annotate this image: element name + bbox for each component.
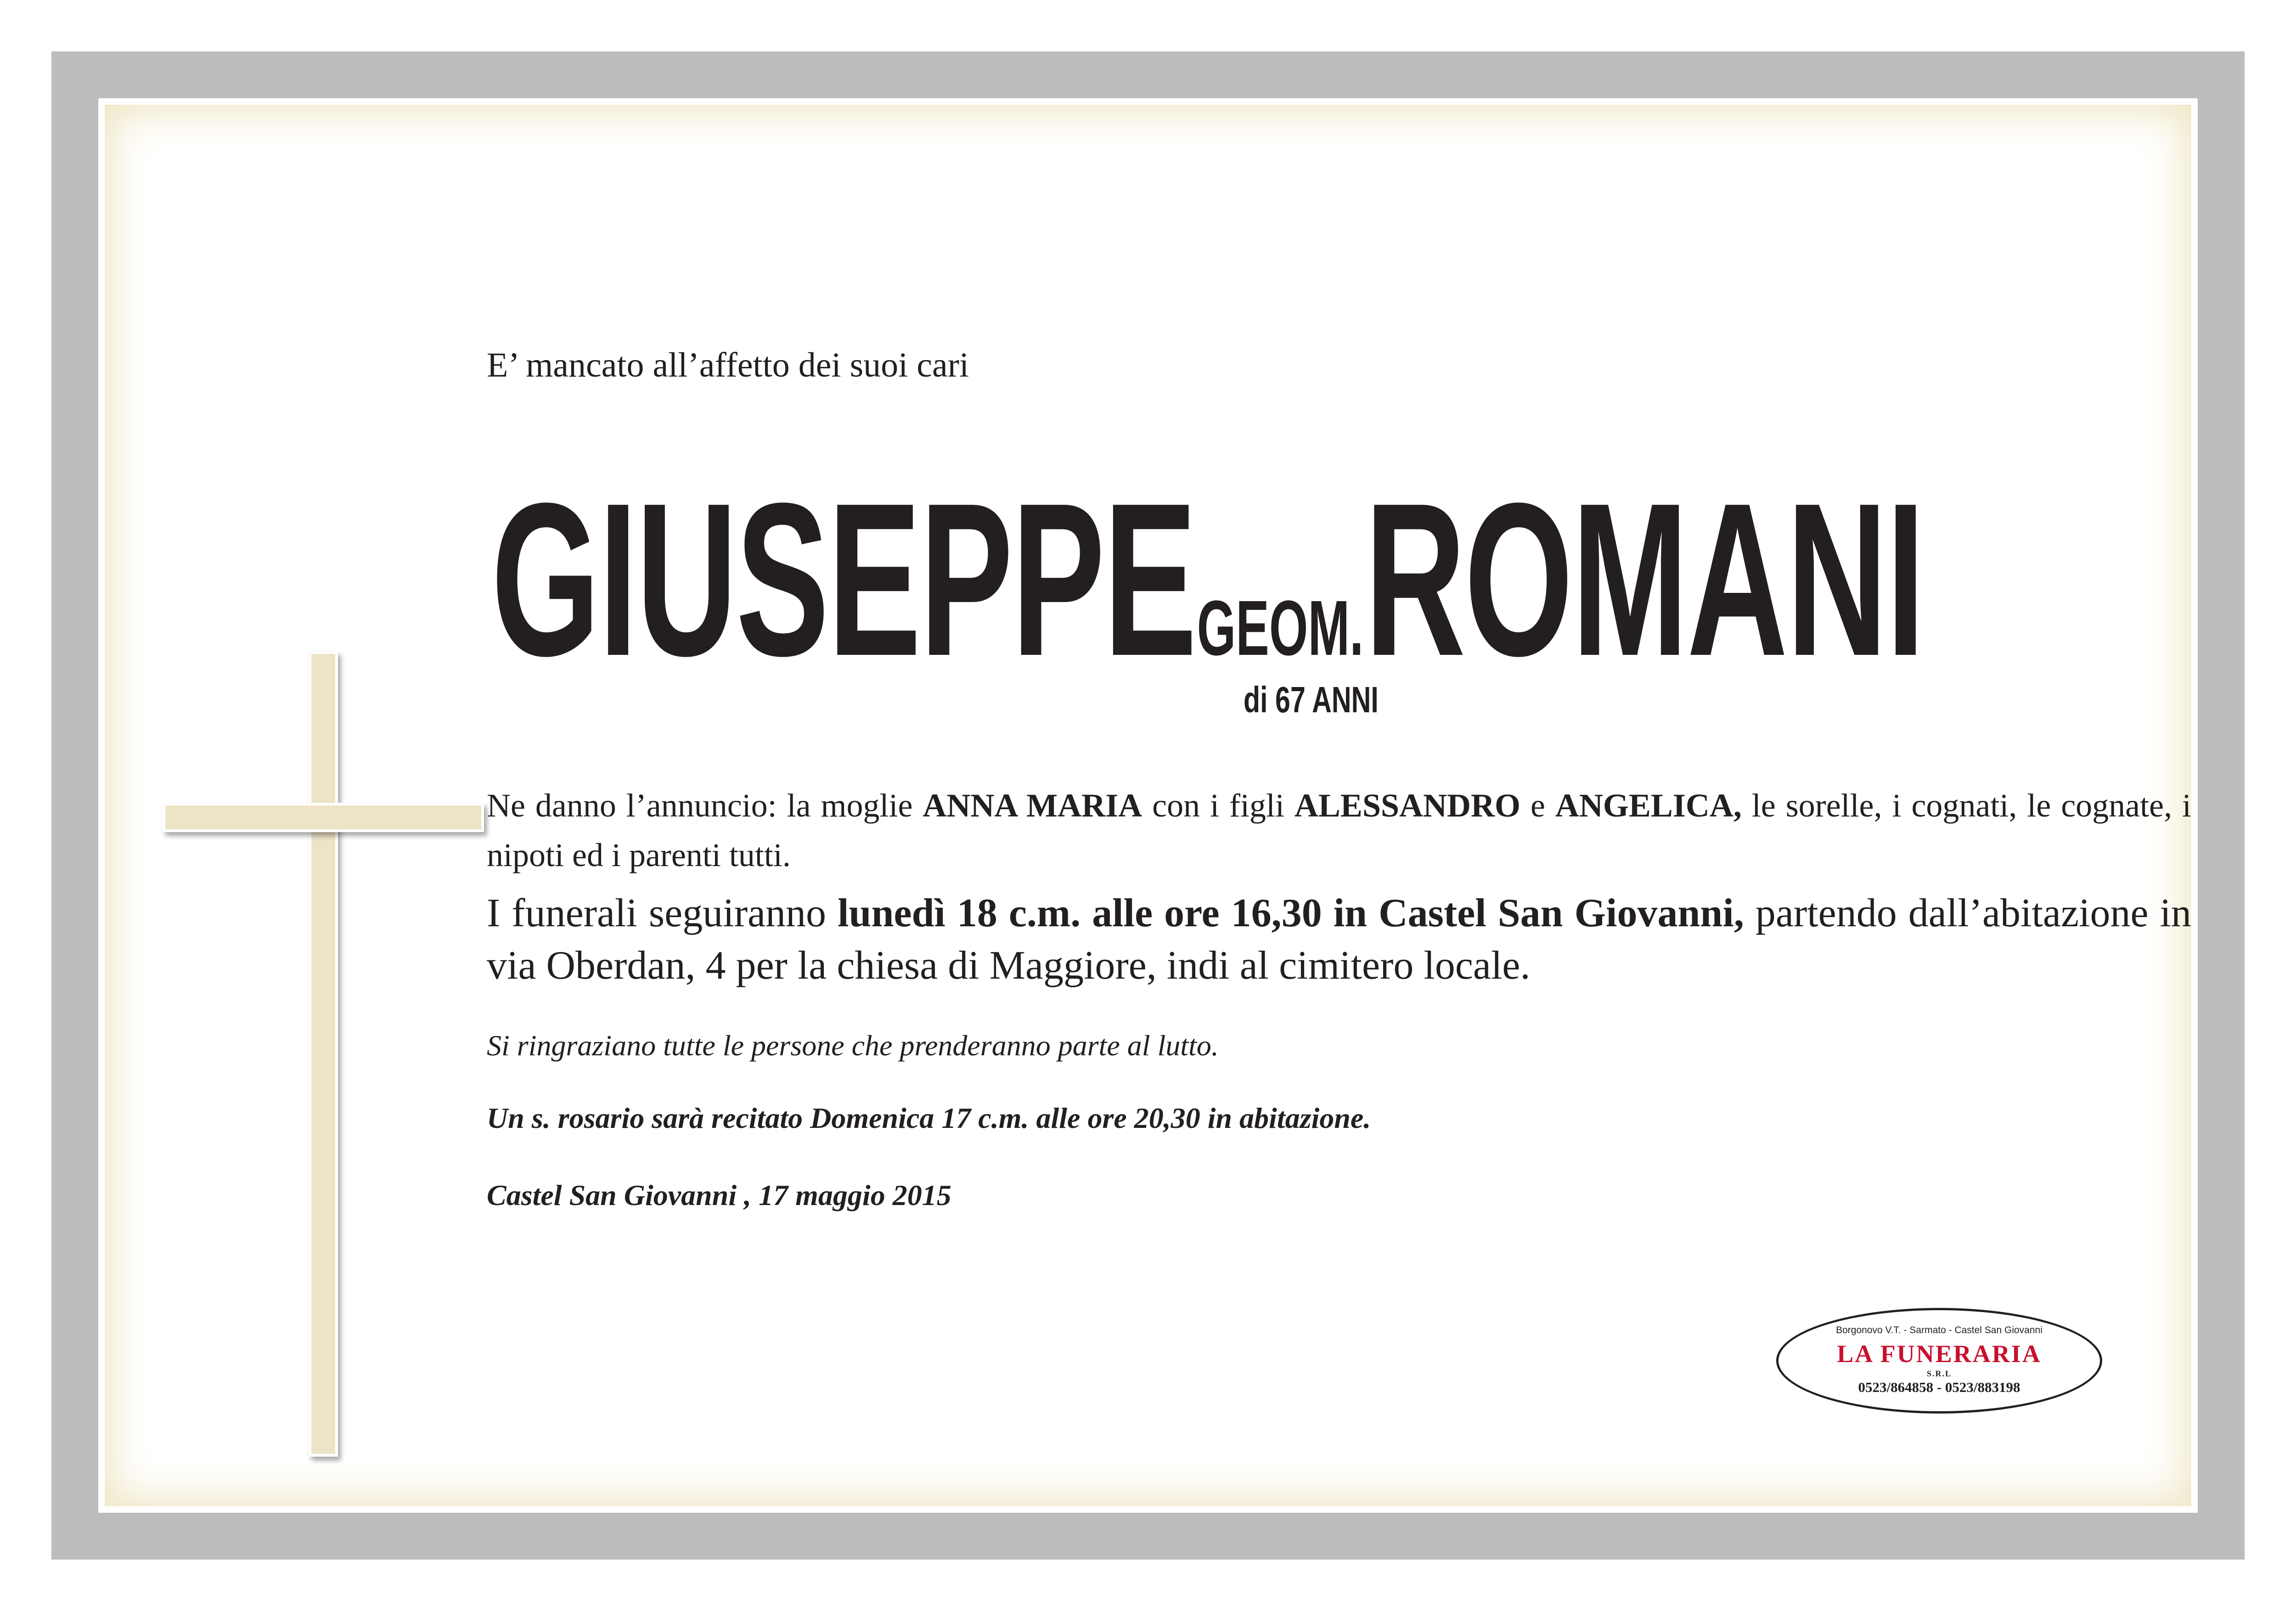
child-name: ANGELICA,	[1555, 787, 1742, 824]
intro-text: E’ mancato all’affetto dei suoi cari	[487, 346, 969, 384]
logo-suffix: S.R.L	[1926, 1369, 1952, 1378]
announcement-text: Ne danno l’annuncio: la moglie	[487, 787, 923, 824]
announcement-paragraph	[487, 781, 2191, 880]
logo-phones: 0523/864858 - 0523/883198	[1858, 1379, 2020, 1395]
professional-title: GEOM.	[1197, 585, 1364, 672]
child-name: ALESSANDRO	[1294, 787, 1521, 824]
announcement-text: con i figli	[1142, 787, 1294, 824]
funeral-date-place: lunedì 18 c.m. alle ore 16,30 in Castel San Giovanni,	[838, 891, 1744, 935]
funeral-home-logo	[1776, 1308, 2102, 1414]
logo-brand: LA FUNERARIA	[1837, 1340, 2042, 1368]
funeral-text: partendo dall’abitazione in via Oberdan, 4 per la chiesa di Maggiore, indi al cimitero locale.	[487, 891, 2191, 988]
deceased-name	[491, 454, 1924, 705]
place-date-text: Castel San Giovanni , 17 maggio 2015	[487, 1179, 951, 1211]
rosary-text: Un s. rosario sarà recitato Domenica 17 c.m. alle ore 20,30 in abitazione.	[487, 1102, 1371, 1134]
age-text: di 67 ANNI	[1244, 679, 1379, 720]
first-name: GIUSEPPE	[491, 457, 1196, 701]
last-name: ROMANI	[1365, 457, 1924, 701]
funeral-paragraph	[487, 887, 2191, 992]
logo-towns: Borgonovo V.T. - Sarmato - Castel San Giovanni	[1836, 1325, 2043, 1335]
thanks-text: Si ringraziano tutte le persone che prenderanno parte al lutto.	[487, 1029, 1219, 1062]
announcement-text: e	[1520, 787, 1555, 824]
wife-name: ANNA MARIA	[923, 787, 1142, 824]
funeral-text: I funerali seguiranno	[487, 891, 838, 935]
cross-horizontal-beam	[163, 803, 484, 832]
announcement-text: le sorelle, i cognati, le cognate, i nipoti ed i parenti tutti.	[487, 787, 2191, 873]
cross-vertical-beam	[309, 651, 338, 1457]
